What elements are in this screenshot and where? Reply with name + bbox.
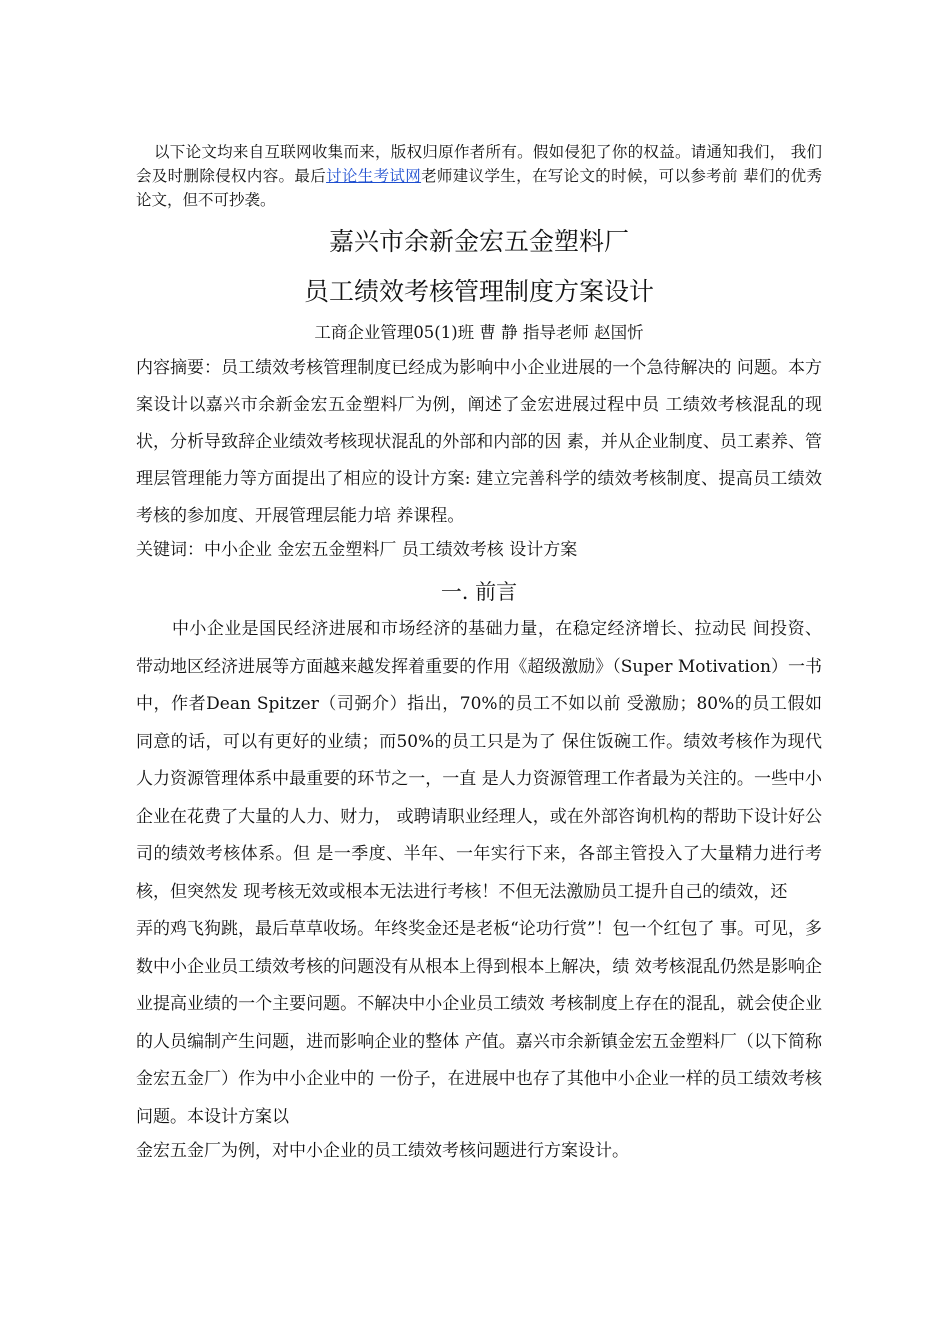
body-paragraph-3: 金宏五金厂为例，对中小企业的员工绩效考核问题进行方案设计。 [136, 1141, 629, 1161]
title-line-1: 嘉兴市余新金宏五金塑料厂 [328, 227, 629, 256]
copyright-notice [136, 140, 822, 212]
title-line-2: 员工绩效考核管理制度方案设计 [303, 277, 654, 306]
notice-text-after: 老师建议学生，在写论文的时候，可以参考前 辈们的优秀论文，但不可抄袭。 [136, 167, 822, 209]
notice-text-before: 以下论文均来自互联网收集而来，版权归原作者所有。假如侵犯了你的权益。请通知我们， 我们会及时删除侵权内容。最后 [136, 143, 822, 185]
body-paragraph-2: 弄的鸡飞狗跳，最后草草收场。年终奖金还是老板“论功行赏”！包一个红包了 事。可见，多数中小企业员工绩效考核的问题没有从根本上得到根本上解决，绩 效考核混乱仍然是影响企业提高业绩的一个主要问题。不解决中小企业员工绩效 考核制度上存在的混乱，就会使企业的人员编制产生问题，进而影响企业的整体 产值。嘉兴市余新镇金宏五金塑料厂（以下简称金宏五金厂）作为中小企业中的 一份子，在进展中也存了其他中小企业一样的员工绩效考核问题。本设计方案以 [136, 919, 822, 1127]
author-line: 工商企业管理05(1)班 曹 静 指导老师 赵国忻 [314, 323, 644, 342]
keywords: 关键词：中小企业 金宏五金塑料厂 员工绩效考核 设计方案 [136, 540, 578, 560]
body-paragraph-1: 中小企业是国民经济进展和市场经济的基础力量，在稳定经济增长、拉动民 间投资、带动地区经济进展等方面越来越发挥着重要的作用《超级激励》（Super Motivation）一书中，作者Dean Spitzer（司弼介）指出，70%的员工不如以前 受激励；80%的员工假如同意的话，可以有更好的业绩；而50%的员工只是为了 保住饭碗工作。绩效考核作为现代人力资源管理体系中最重要的环节之一，一直 是人力资源管理工作者最为关注的。一些中小企业在花费了大量的人力、财力， 或聘请职业经理人，或在外部咨询机构的帮助下设计好公司的绩效考核体系。但 是一季度、半年、一年实行下来，各部主管投入了大量精力进行考核，但突然发 现考核无效或根本无法进行考核！不但无法激励员工提升自己的绩效，还 [136, 619, 822, 902]
document-page [136, 140, 822, 1166]
exam-site-link[interactable]: 讨论生考试网 [326, 167, 422, 185]
abstract: 内容摘要：员工绩效考核管理制度已经成为影响中小企业进展的一个急待解决的 问题。本方案设计以嘉兴市余新金宏五金塑料厂为例，阐述了金宏进展过程中员 工绩效考核混乱的现状，分析导致辞企业绩效考核现状混乱的外部和内部的因 素，并从企业制度、员工素养、管理层管理能力等方面提出了相应的设计方案: 建立完善科学的绩效考核制度、提高员工绩效考核的参加度、开展管理层能力培 养课程。 [136, 358, 822, 526]
section-heading: 一. 前言 [440, 580, 518, 604]
